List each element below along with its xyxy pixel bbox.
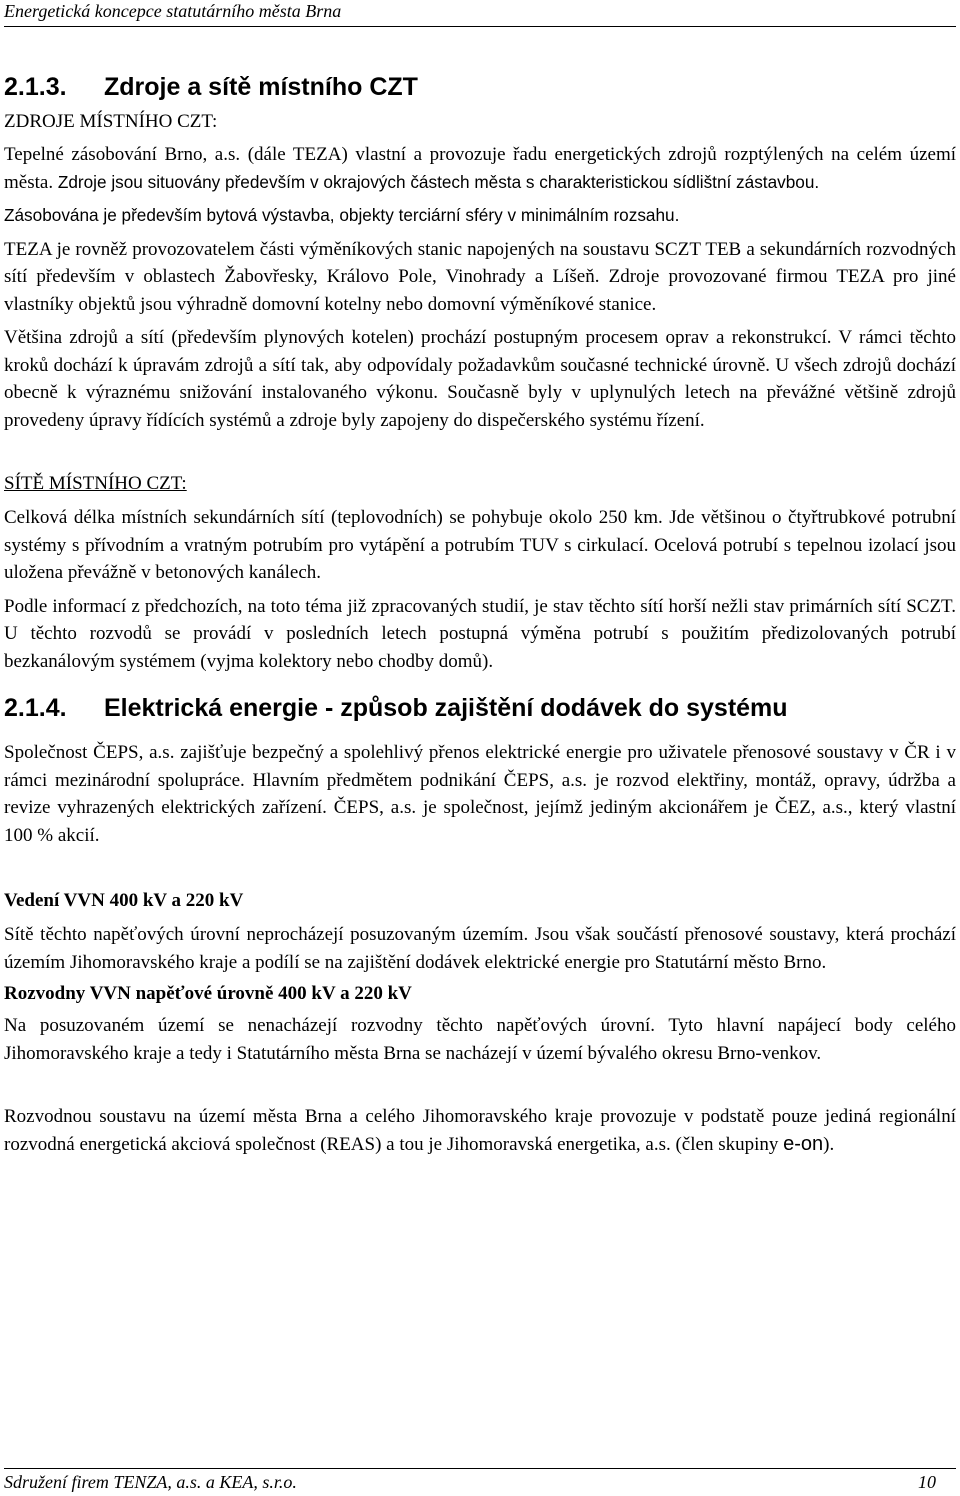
zdroje-paragraph-1 xyxy=(4,141,956,196)
zdroje-paragraph-2: Zásobována je především bytová výstavba, objekty terciární sféry v minimálním rozsahu. xyxy=(4,205,680,225)
eon-brand: e-on xyxy=(783,1132,824,1155)
site-label: SÍTĚ MÍSTNÍHO CZT: xyxy=(4,473,187,494)
section-title: Zdroje a sítě místního CZT xyxy=(104,73,418,101)
rozvodny-heading: Rozvodny VVN napěťové úrovně 400 kV a 220 kV xyxy=(4,983,412,1004)
rozvodny-paragraph: Na posuzovaném území se nenacházejí rozvodny těchto napěťových úrovní. Tyto hlavní napájecí body celého Jihomoravského kraje a tedy i Statutárního města Brna se nacházejí v území bývalého okresu Brno-venkov. xyxy=(4,1015,956,1064)
section-number: 2.1.3. xyxy=(4,73,67,101)
section-number: 2.1.4. xyxy=(4,694,67,722)
section-heading-2-1-3 xyxy=(4,70,956,104)
reas-text: Rozvodnou soustavu na území města Brna a celého Jihomoravského kraje provozuje v podstatě pouze jediná regionální rozvodná energetická akciová společnost (REAS) a tou je Jihomoravská energetika, a.s. (člen skupiny xyxy=(4,1106,956,1155)
ceps-paragraph: Společnost ČEPS, a.s. zajišťuje bezpečný a spolehlivý přenos elektrické energie pro uživatele přenosové soustavy v ČR i v rámci mezinárodní spolupráce. Hlavním předmětem podnikání ČEPS, a.s. je rozvod elektřiny, montáž, opravy, údržba a revize vyhrazených elektrických zařízení. ČEPS, a.s. je společnost, jejímž jediným akcionářem je ČEZ, a.s., který vlastní 100 % akcií. xyxy=(4,742,956,846)
header-title: Energetická koncepce statutárního města Brna xyxy=(4,1,342,21)
page-footer xyxy=(4,1468,956,1496)
reas-end: ). xyxy=(823,1133,835,1155)
vedeni-heading: Vedení VVN 400 kV a 220 kV xyxy=(4,890,244,911)
vedeni-paragraph: Sítě těchto napěťových úrovní neprocházejí posuzovaným územím. Jsou však součástí přenosové soustavy, která prochází územím Jihomoravského kraje a podílí se na zajištění dodávek elektrické energie pro Statutární město Brno. xyxy=(4,924,956,973)
page-number: 10 xyxy=(918,1472,936,1492)
footer-text: Sdružení firem TENZA, a.s. a KEA, s.r.o. xyxy=(4,1472,297,1492)
zdroje-paragraph-1-sans: Zdroje jsou situovány především v okrajových částech města s charakteristickou sídlištní zástavbou. xyxy=(57,171,820,192)
zdroje-label: ZDROJE MÍSTNÍHO CZT: xyxy=(4,111,218,132)
site-paragraph-1: Celková délka místních sekundárních sítí (teplovodních) se pohybuje okolo 250 km. Jde většinou o čtyřtrubkové potrubní systémy s přívodním a vratným potrubím pro vytápění a potrubím TUV s cirkulací. Ocelová potrubí s tepelnou izolací jsou uložena převážně v betonových kanálech. xyxy=(4,507,956,583)
section-heading-2-1-4 xyxy=(4,691,956,725)
zdroje-paragraph-3: TEZA je rovněž provozovatelem části výměníkových stanic napojených na soustavu SCZT TEB a sekundárních rozvodných sítí především v oblastech Žabovřesky, Královo Pole, Vinohrady a Líšeň. Zdroje provozované firmou TEZA pro jiné vlastníky objektů jsou výhradně domovní kotelny nebo domovní výměníkové stanice. xyxy=(4,238,956,315)
page-content xyxy=(4,70,956,1164)
section-title: Elektrická energie - způsob zajištění dodávek do systému xyxy=(104,694,788,722)
zdroje-paragraph-1-serif: Tepelné zásobování Brno, a.s. (dále TEZA) vlastní a provozuje řadu energetických zdrojů rozptýlených na celém území města. xyxy=(4,144,956,193)
site-paragraph-2: Podle informací z předchozích, na toto téma již zpracovaných studií, je stav těchto sítí horší nežli stav primárních sítí SCZT. U těchto rozvodů se provádí v posledních letech postupná výměna potrubí s použitím předizolovaných potrubí bezkanálovým systémem (vyjma kolektory nebo chodby domů). xyxy=(4,595,956,672)
reas-paragraph xyxy=(4,1103,956,1158)
zdroje-paragraph-4: Většina zdrojů a sítí (především plynových kotelen) prochází postupným procesem oprav a rekonstrukcí. V rámci těchto kroků dochází k úpravám zdrojů a sítí tak, aby odpovídaly požadavkům současné technické úrovně. U všech zdrojů dochází obecně k výraznému snižování instalovaného výkonu. Současně byly v uplynulých letech na převážné většině zdrojů provedeny úpravy řídících systémů a zdroje byly zapojeny do dispečerského systému řízení. xyxy=(4,327,956,431)
page-header xyxy=(4,0,956,27)
